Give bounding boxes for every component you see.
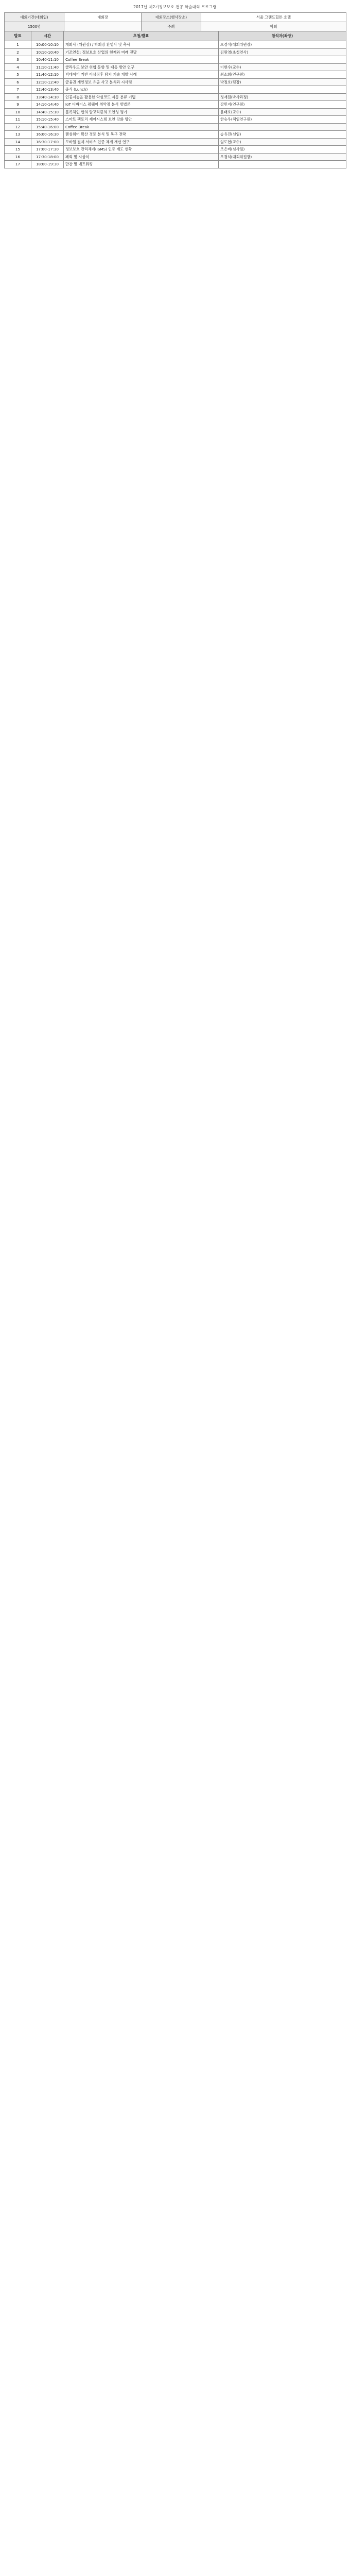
row-topic: 개회사 (위원장) / 학회장 환영사 및 축사 bbox=[64, 41, 219, 49]
row-number: 16 bbox=[5, 153, 31, 161]
meta-cell: 주최 bbox=[142, 22, 201, 31]
meta-row bbox=[5, 13, 346, 22]
meta-cell: 대회장 bbox=[64, 13, 142, 22]
row-speaker: 최소희(연구원) bbox=[219, 71, 346, 79]
row-time: 16:30-17:00 bbox=[31, 138, 64, 146]
row-topic: Coffee Break bbox=[64, 56, 219, 64]
row-speaker: 박정호(팀장) bbox=[219, 78, 346, 86]
table-row bbox=[5, 146, 346, 154]
row-number: 17 bbox=[5, 161, 31, 168]
table-row bbox=[5, 153, 346, 161]
meta-cell: 1500명 bbox=[5, 22, 64, 31]
row-number: 2 bbox=[5, 48, 31, 56]
row-time: 12:40-13:40 bbox=[31, 86, 64, 94]
row-time: 18:00-19:30 bbox=[31, 161, 64, 168]
row-topic: 클라우드 보안 위협 동향 및 대응 방안 연구 bbox=[64, 63, 219, 71]
row-time: 11:40-12:10 bbox=[31, 71, 64, 79]
table-row bbox=[5, 138, 346, 146]
row-number: 4 bbox=[5, 63, 31, 71]
row-speaker: 강민지(연구원) bbox=[219, 101, 346, 109]
row-number: 10 bbox=[5, 108, 31, 116]
row-speaker: 한승우(책임연구원) bbox=[219, 116, 346, 124]
row-speaker: 이현수(교수) bbox=[219, 63, 346, 71]
row-speaker: 윤태호(교수) bbox=[219, 108, 346, 116]
table-row bbox=[5, 116, 346, 124]
document-title: 2017년 제2기정보보호 전공 학술대회 프로그램 bbox=[133, 5, 217, 9]
row-speaker bbox=[219, 161, 346, 168]
row-speaker: 송유진(선임) bbox=[219, 131, 346, 139]
col-header-time: 시간 bbox=[31, 31, 64, 41]
table-row bbox=[5, 123, 346, 131]
row-speaker: 임도현(교수) bbox=[219, 138, 346, 146]
row-time: 14:40-15:10 bbox=[31, 108, 64, 116]
table-row bbox=[5, 86, 346, 94]
table-row bbox=[5, 63, 346, 71]
row-number: 11 bbox=[5, 116, 31, 124]
table-row bbox=[5, 108, 346, 116]
row-time: 17:30-18:00 bbox=[31, 153, 64, 161]
row-time: 10:00-10:10 bbox=[31, 41, 64, 49]
row-time: 10:10-10:40 bbox=[31, 48, 64, 56]
row-topic: Coffee Break bbox=[64, 123, 219, 131]
row-topic: IoT 디바이스 펌웨어 취약점 분석 방법론 bbox=[64, 101, 219, 109]
row-speaker: 김원영(초청연사) bbox=[219, 48, 346, 56]
row-number: 1 bbox=[5, 41, 31, 49]
schedule-header-row bbox=[5, 31, 346, 41]
col-header-no: 발표 bbox=[5, 31, 31, 41]
row-number: 6 bbox=[5, 78, 31, 86]
row-topic: 중식 (Lunch) bbox=[64, 86, 219, 94]
meta-cell: 서울 그랜드힐튼 호텔 bbox=[201, 13, 346, 22]
row-speaker bbox=[219, 56, 346, 64]
row-number: 13 bbox=[5, 131, 31, 139]
row-time: 10:40-11:10 bbox=[31, 56, 64, 64]
row-number: 14 bbox=[5, 138, 31, 146]
meta-row bbox=[5, 22, 346, 31]
row-time: 16:00-16:30 bbox=[31, 131, 64, 139]
row-topic: 스마트 팩토리 제어시스템 보안 강화 방안 bbox=[64, 116, 219, 124]
row-speaker bbox=[219, 123, 346, 131]
row-number: 5 bbox=[5, 71, 31, 79]
row-time: 15:40-16:00 bbox=[31, 123, 64, 131]
row-topic: 금융권 개인정보 유출 사고 분석과 시사점 bbox=[64, 78, 219, 86]
table-row bbox=[5, 78, 346, 86]
row-time: 13:40-14:10 bbox=[31, 93, 64, 101]
table-row bbox=[5, 56, 346, 64]
row-time: 12:10-12:40 bbox=[31, 78, 64, 86]
schedule-table bbox=[4, 31, 346, 168]
row-topic: 빅데이터 기반 이상징후 탐지 기술 개발 사례 bbox=[64, 71, 219, 79]
col-header-speaker: 참석자(좌장) bbox=[219, 31, 346, 41]
row-speaker bbox=[219, 86, 346, 94]
row-topic: 모바일 결제 서비스 인증 체계 개선 연구 bbox=[64, 138, 219, 146]
row-topic: 기조연설: 정보보호 산업의 현재와 미래 전망 bbox=[64, 48, 219, 56]
meta-cell: 학회 bbox=[201, 22, 346, 31]
row-topic: 만찬 및 네트워킹 bbox=[64, 161, 219, 168]
row-number: 7 bbox=[5, 86, 31, 94]
meta-cell bbox=[64, 22, 142, 31]
table-row bbox=[5, 131, 346, 139]
table-row bbox=[5, 71, 346, 79]
row-topic: 랜섬웨어 확산 경로 분석 및 복구 전략 bbox=[64, 131, 219, 139]
row-topic: 블록체인 합의 알고리즘의 보안성 평가 bbox=[64, 108, 219, 116]
table-row bbox=[5, 161, 346, 168]
row-topic: 정보보호 관리체계(ISMS) 인증 제도 현황 bbox=[64, 146, 219, 154]
table-row bbox=[5, 93, 346, 101]
meta-cell: 대회기간(대회일) bbox=[5, 13, 64, 22]
row-number: 12 bbox=[5, 123, 31, 131]
row-number: 8 bbox=[5, 93, 31, 101]
table-row bbox=[5, 48, 346, 56]
col-header-topic: 초청/발표 bbox=[64, 31, 219, 41]
row-time: 14:10-14:40 bbox=[31, 101, 64, 109]
row-speaker: 정재원(박사과정) bbox=[219, 93, 346, 101]
row-speaker: 오경석(대회위원장) bbox=[219, 153, 346, 161]
row-time: 17:00-17:30 bbox=[31, 146, 64, 154]
row-topic: 인공지능을 활용한 악성코드 자동 분류 기법 bbox=[64, 93, 219, 101]
row-speaker: 오경석(대회위원장) bbox=[219, 41, 346, 49]
table-row bbox=[5, 41, 346, 49]
row-time: 11:10-11:40 bbox=[31, 63, 64, 71]
row-speaker: 조은비(심사원) bbox=[219, 146, 346, 154]
row-time: 15:10-15:40 bbox=[31, 116, 64, 124]
table-row bbox=[5, 101, 346, 109]
row-number: 3 bbox=[5, 56, 31, 64]
row-number: 15 bbox=[5, 146, 31, 154]
row-number: 9 bbox=[5, 101, 31, 109]
event-meta-table bbox=[4, 12, 346, 31]
program-page bbox=[0, 0, 350, 179]
row-topic: 폐회 및 시상식 bbox=[64, 153, 219, 161]
meta-cell: 대회장소(행사장소) bbox=[142, 13, 201, 22]
